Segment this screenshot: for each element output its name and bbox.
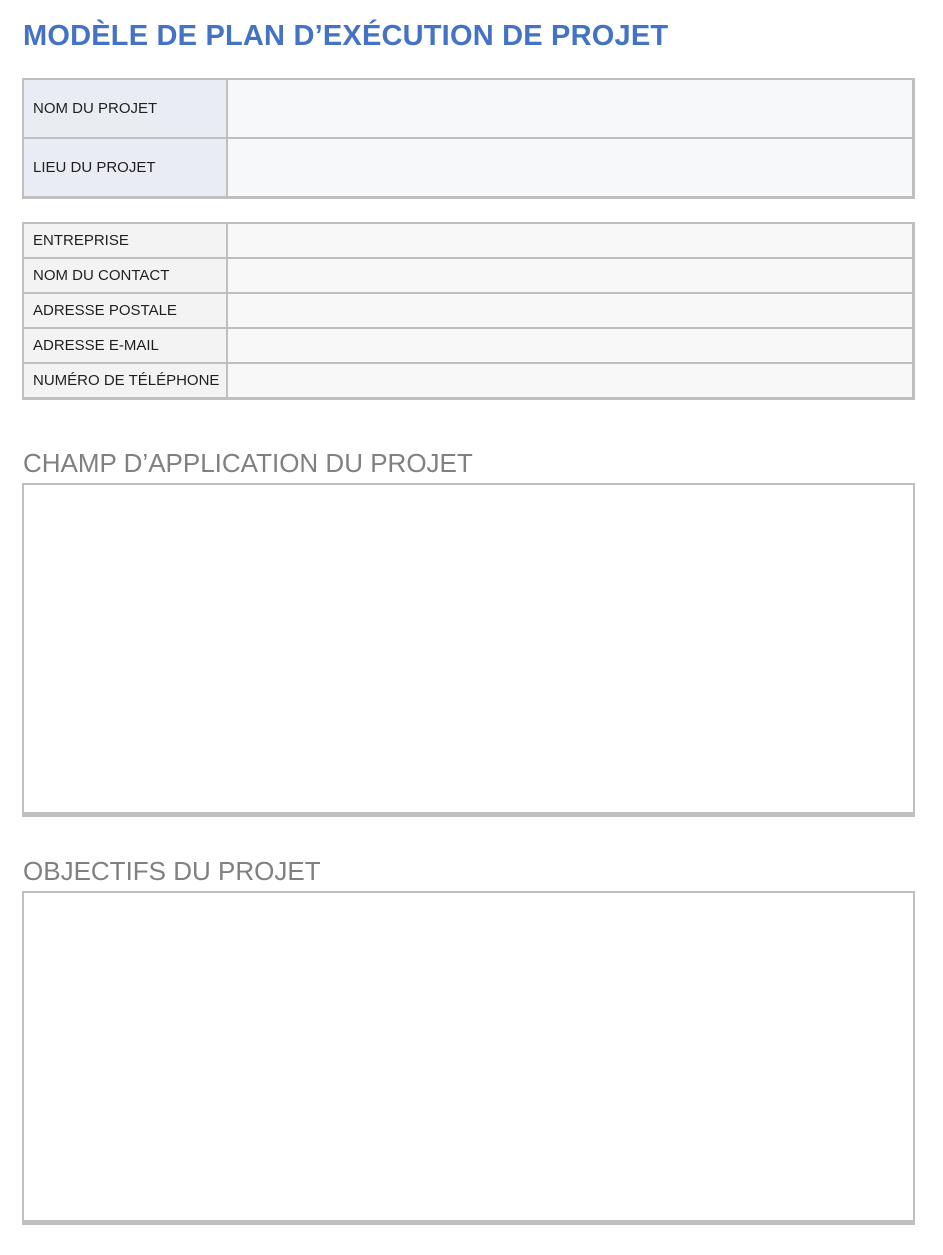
contact-name-label: NOM DU CONTACT: [23, 258, 227, 293]
table-row: [23, 223, 914, 258]
project-objectives-textbox[interactable]: [22, 891, 915, 1225]
contact-name-field[interactable]: [227, 258, 914, 293]
table-row: [23, 328, 914, 363]
company-field[interactable]: [227, 223, 914, 258]
contact-info-table: [22, 222, 915, 400]
project-scope-heading: CHAMP D’APPLICATION DU PROJET: [23, 448, 473, 478]
phone-number-label: NUMÉRO DE TÉLÉPHONE: [23, 363, 227, 399]
project-location-label: LIEU DU PROJET: [23, 138, 227, 198]
phone-number-field[interactable]: [227, 363, 914, 399]
document-title: MODÈLE DE PLAN D’EXÉCUTION DE PROJET: [23, 20, 669, 52]
project-location-field[interactable]: [227, 138, 914, 198]
project-name-label: NOM DU PROJET: [23, 79, 227, 138]
table-row: [23, 293, 914, 328]
table-row: [23, 79, 914, 138]
email-address-label: ADRESSE E-MAIL: [23, 328, 227, 363]
company-label: ENTREPRISE: [23, 223, 227, 258]
email-address-field[interactable]: [227, 328, 914, 363]
project-scope-textbox[interactable]: [22, 483, 915, 817]
postal-address-label: ADRESSE POSTALE: [23, 293, 227, 328]
project-objectives-heading: OBJECTIFS DU PROJET: [23, 856, 321, 886]
project-info-table: [22, 78, 915, 199]
table-row: [23, 363, 914, 399]
postal-address-field[interactable]: [227, 293, 914, 328]
table-row: [23, 258, 914, 293]
table-row: [23, 138, 914, 198]
project-name-field[interactable]: [227, 79, 914, 138]
